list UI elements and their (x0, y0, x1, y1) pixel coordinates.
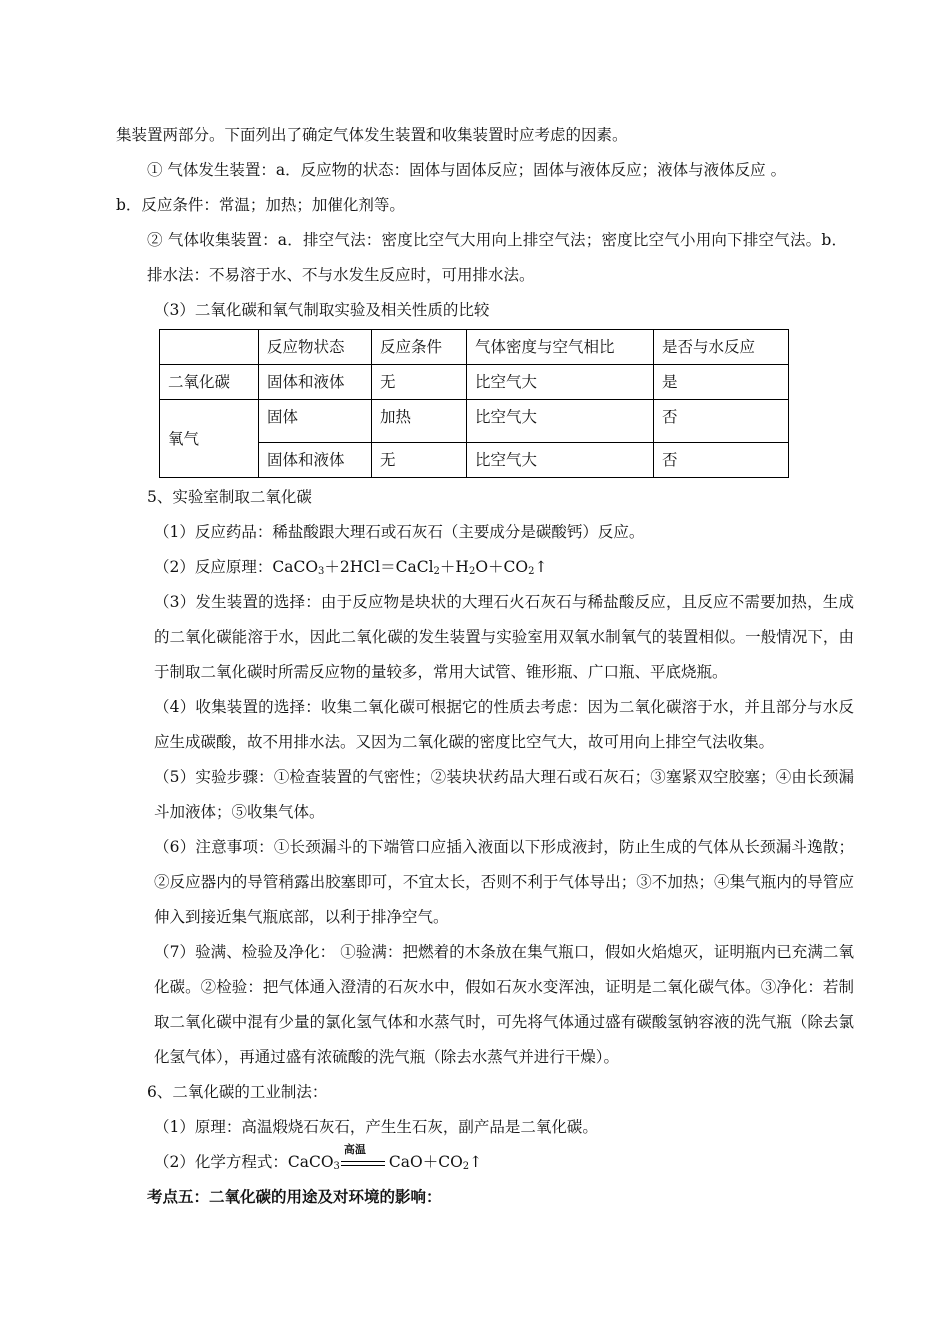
table-header-cell: 反应物状态 (259, 330, 372, 365)
document-page (116, 118, 854, 1215)
section-5-item-2 (116, 550, 840, 585)
table-header-cell: 反应条件 (372, 330, 467, 365)
paragraph-collection-device: ② 气体收集装置：a．排空气法：密度比空气大用向上排空气法；密度比空气小用向下排空气法。b．排水法：不易溶于水、不与水发生反应时，可用排水法。 (147, 231, 847, 284)
section-5-item-4: （4）收集装置的选择：收集二氧化碳可根据它的性质去考虑：因为二氧化碳溶于水，并且部分与水反应生成碳酸，故不用排水法。又因为二氧化碳的密度比空气大，故可用向上排空气法收集。 (154, 698, 854, 751)
table-cell: 固体和液体 (259, 443, 372, 478)
subscript: 2 (528, 566, 535, 577)
equation-prefix: （2）反应原理： (154, 558, 273, 576)
section-6-item-2 (116, 1145, 840, 1180)
table-header-row (160, 330, 789, 365)
comparison-table (159, 329, 789, 478)
section-heading-kaodian-5: 考点五：二氧化碳的用途及对环境的影响： (147, 1188, 442, 1206)
table-cell: 否 (654, 443, 789, 478)
table-cell: 无 (372, 365, 467, 400)
table-cell: 二氧化碳 (160, 365, 259, 400)
gas-arrow-icon: ↑ (469, 1153, 483, 1171)
table-cell: 比空气大 (467, 443, 654, 478)
table-cell: 无 (372, 443, 467, 478)
section-5-item-6: （6）注意事项：①长颈漏斗的下端管口应插入液面以下形成液封，防止生成的气体从长颈漏斗逸散；②反应器内的导管稍露出胶塞即可，不宜太长，否则不利于气体导出；③不加热；④集气瓶内的导管应伸入到接近集气瓶底部，以利于排净空气。 (154, 838, 854, 926)
equals-line (341, 1161, 385, 1162)
section-5-item-1: （1）反应药品：稀盐酸跟大理石或石灰石（主要成分是碳酸钙）反应。 (154, 523, 645, 541)
equation-term: O＋CO (475, 558, 529, 576)
table-cell: 比空气大 (467, 365, 654, 400)
table-header-cell: 气体密度与空气相比 (467, 330, 654, 365)
table-cell: 固体和液体 (259, 365, 372, 400)
table-row-o2-1 (160, 400, 789, 443)
paragraph-generator-device: ① 气体发生装置：a．反应物的状态：固体与固体反应；固体与液体反应；液体与液体反应 。 (147, 161, 787, 179)
section-5-item-3: （3）发生装置的选择：由于反应物是块状的大理石火石灰石与稀盐酸反应，且反应不需要加热，生成的二氧化碳能溶于水，因此二氧化碳的发生装置与实验室用双氧水制氧气的装置相似。一般情况下，由于制取二氧化碳时所需反应物的量较多，常用大试管、锥形瓶、广口瓶、平底烧瓶。 (154, 593, 854, 681)
paragraph-intro: 集装置两部分。下面列出了确定气体发生装置和收集装置时应考虑的因素。 (116, 126, 628, 144)
section-5-title: 5、实验室制取二氧化碳 (147, 488, 312, 506)
subscript: 3 (333, 1161, 340, 1172)
table-header-cell: 是否与水反应 (654, 330, 789, 365)
table-cell: 否 (654, 400, 789, 443)
reaction-condition-sign (341, 1143, 385, 1170)
table-cell: 固体 (259, 400, 372, 443)
subscript: 2 (468, 566, 476, 577)
condition-label: 高温 (343, 1143, 366, 1156)
table-cell: 比空气大 (467, 400, 654, 443)
paragraph-reaction-condition: b．反应条件：常温；加热；加催化剂等。 (116, 196, 405, 214)
section-5-item-7: （7）验满、检验及净化： ①验满：把燃着的木条放在集气瓶口，假如火焰熄灭，证明瓶内已充满二氧化碳。②检验：把气体通入澄清的石灰水中，假如石灰水变浑浊，证明是二氧化碳气体。③净化：若制取二氧化碳中混有少量的氯化氢气体和水蒸气时，可先将气体通过盛有碳酸氢钠容液的洗气瓶（除去氯化氢气体），再通过盛有浓硫酸的洗气瓶（除去水蒸气并进行干燥）。 (154, 943, 854, 1066)
equation-term: CaO＋CO (388, 1153, 463, 1171)
table-caption: （3）二氧化碳和氧气制取实验及相关性质的比较 (154, 301, 490, 319)
gas-arrow-icon: ↑ (534, 558, 548, 576)
table-row-co2 (160, 365, 789, 400)
subscript: 3 (318, 566, 325, 577)
section-6-item-1: （1）原理：高温煅烧石灰石，产生生石灰，副产品是二氧化碳。 (154, 1118, 598, 1136)
section-5-item-5: （5）实验步骤：①检查装置的气密性；②装块状药品大理石或石灰石；③塞紧双空胶塞；④由长颈漏斗加液体；⑤收集气体。 (154, 768, 854, 821)
table-header-cell (160, 330, 259, 365)
table-cell: 氧气 (160, 400, 259, 478)
section-6-title: 6、二氧化碳的工业制法： (147, 1083, 328, 1101)
subscript: 2 (433, 566, 440, 577)
table-cell: 加热 (372, 400, 467, 443)
subscript: 2 (462, 1161, 470, 1172)
equals-line (341, 1165, 385, 1166)
equation-prefix: （2）化学方程式：CaCO (154, 1153, 334, 1171)
equation-term: ＋2HCl＝CaCl (324, 558, 434, 576)
equation-term: ＋H (439, 558, 469, 576)
table-cell: 是 (654, 365, 789, 400)
equation-term: CaCO (272, 558, 319, 576)
